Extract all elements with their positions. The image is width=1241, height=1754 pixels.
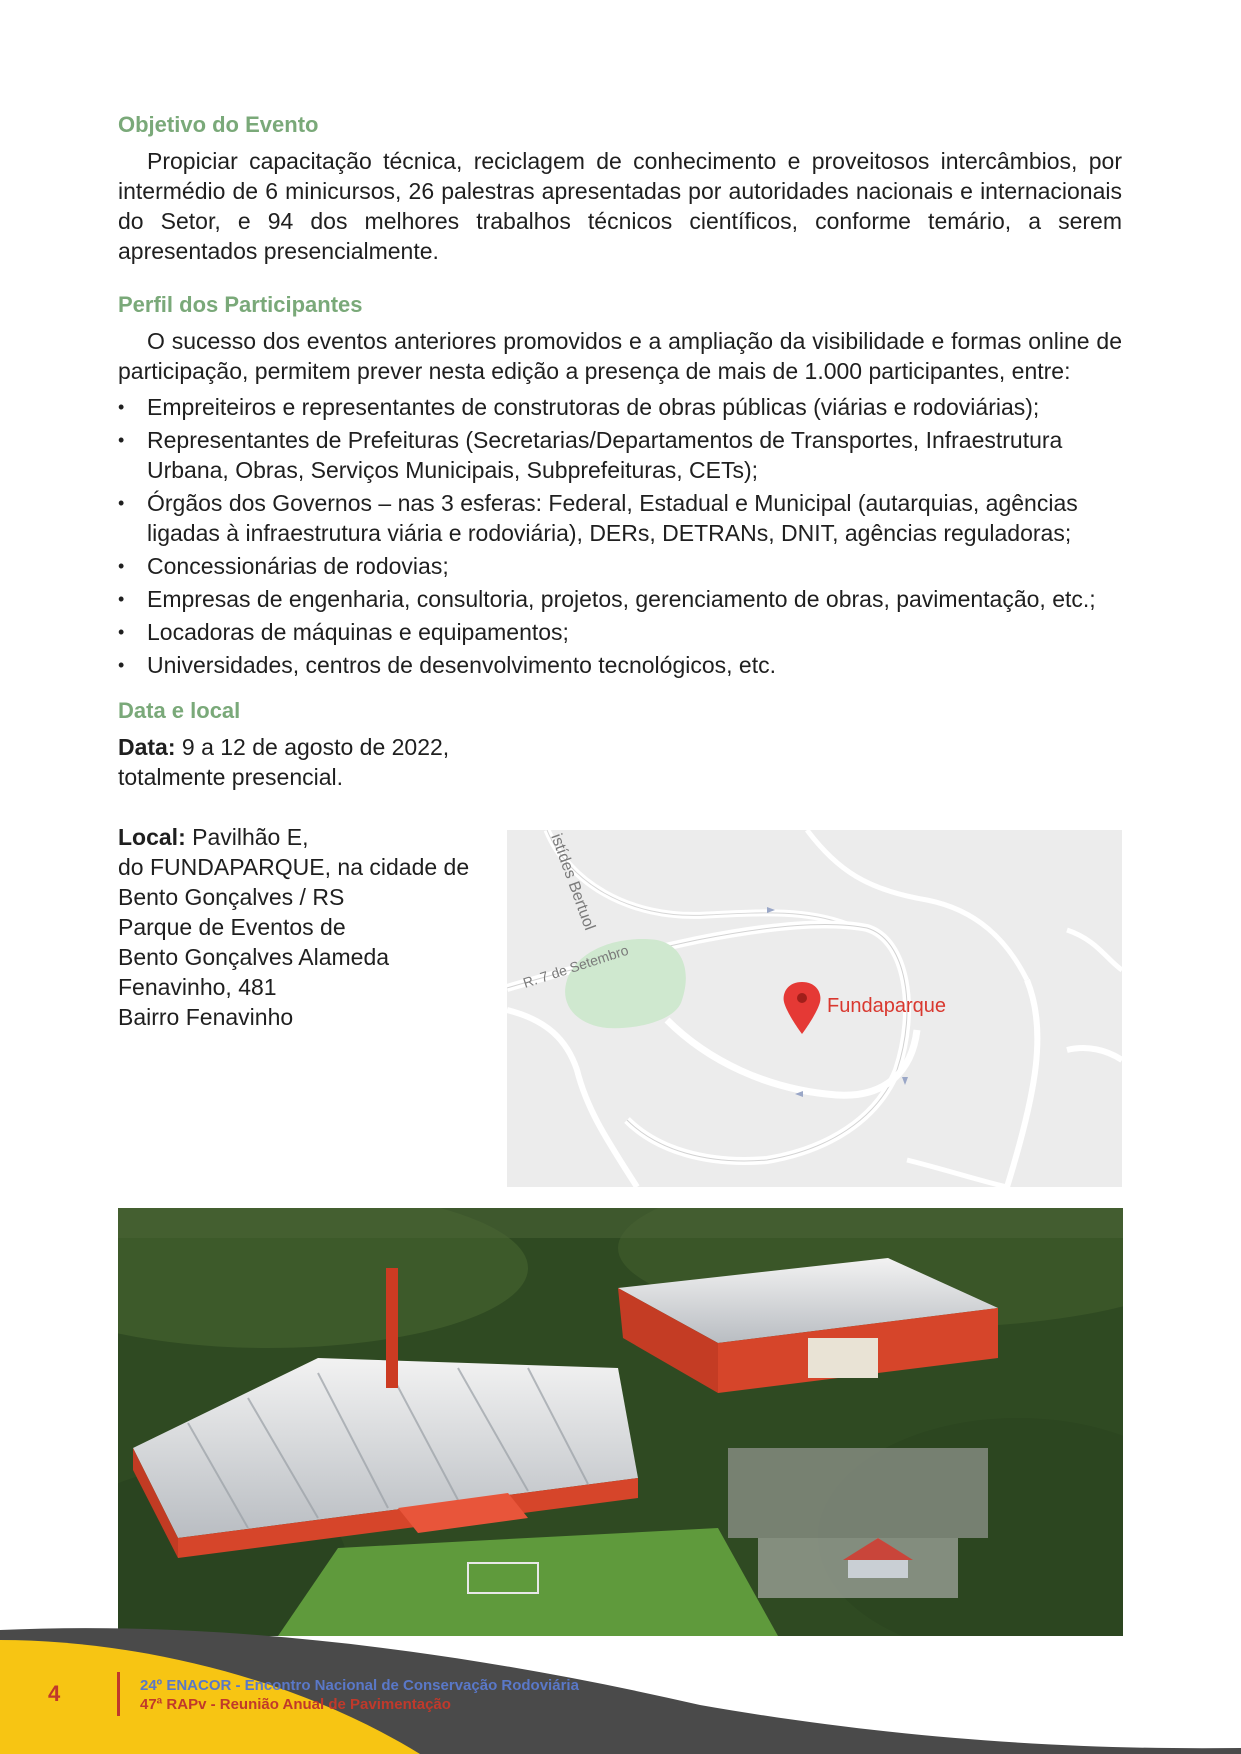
objetivo-text: Propiciar capacitação técnica, reciclagem de conhecimento e proveitosos intercâmbios, por intermédio de 6 minicursos, 26 palestras apresentadas por autoridades nacionais e internacionais do Setor, e 94 dos melhores trabalhos técnicos científicos, conforme temário, a serem apresentados presencialmente. (118, 148, 1122, 264)
list-item: • Empresas de engenharia, consultoria, projetos, gerenciamento de obras, pavimentação, etc.; (118, 586, 1096, 612)
list-item: • Concessionárias de rodovias; (118, 553, 449, 579)
list-item: • Empreiteiros e representantes de construtoras de obras públicas (viárias e rodoviárias); (118, 394, 1040, 420)
footer-line-1: 24º ENACOR - Encontro Nacional de Conservação Rodoviária (140, 1677, 579, 1694)
footer-divider (117, 1672, 120, 1716)
location-map[interactable] (507, 830, 1122, 1187)
perfil-text: O sucesso dos eventos anteriores promovidos e a ampliação da visibilidade e formas online de participação, permitem prever nesta edição a presença de mais de 1.000 participantes, entre: (118, 328, 1122, 384)
footer-caption (140, 1676, 579, 1714)
perfil-heading: Perfil dos Participantes (118, 292, 363, 317)
objetivo-heading: Objetivo do Evento (118, 112, 319, 137)
data-local-heading: Data e local (118, 698, 241, 723)
aerial-photo (118, 1208, 1123, 1636)
participants-list (118, 392, 1122, 680)
street-label: istídes Bertuol (547, 831, 598, 933)
list-item: • Representantes de Prefeituras (Secretarias/Departamentos de Transportes, Infraestrutura Urbana, Obras, Serviços Municipais, Subprefeituras, CETs); (118, 427, 1063, 483)
event-location: Local: Pavilhão E, do FUNDAPARQUE, na cidade de Bento Gonçalves / RS Parque de Eventos de Bento Gonçalves Alameda Fenavinho, 481 Bairro Fenavinho (118, 824, 470, 1030)
main-content (118, 112, 1122, 792)
aerial-image (118, 1208, 1123, 1636)
map-pin-label: Fundaparque (827, 995, 946, 1017)
list-item: • Órgãos dos Governos – nas 3 esferas: Federal, Estadual e Municipal (autarquias, agências ligadas à infraestrutura viária e rodoviária), DERs, DETRANs, DNIT, agências reguladoras; (118, 490, 1078, 546)
event-date: Data: 9 a 12 de agosto de 2022, totalmente presencial. (118, 734, 450, 790)
footer-line-2: 47ª RAPv - Reunião Anual de Pavimentação (140, 1696, 451, 1713)
street-label: R. 7 de Setembro (520, 941, 631, 991)
list-item: • Universidades, centros de desenvolvimento tecnológicos, etc. (118, 652, 777, 678)
list-item: • Locadoras de máquinas e equipamentos; (118, 619, 569, 645)
map-graphic (507, 830, 1122, 1187)
page-number: 4 (48, 1681, 61, 1706)
